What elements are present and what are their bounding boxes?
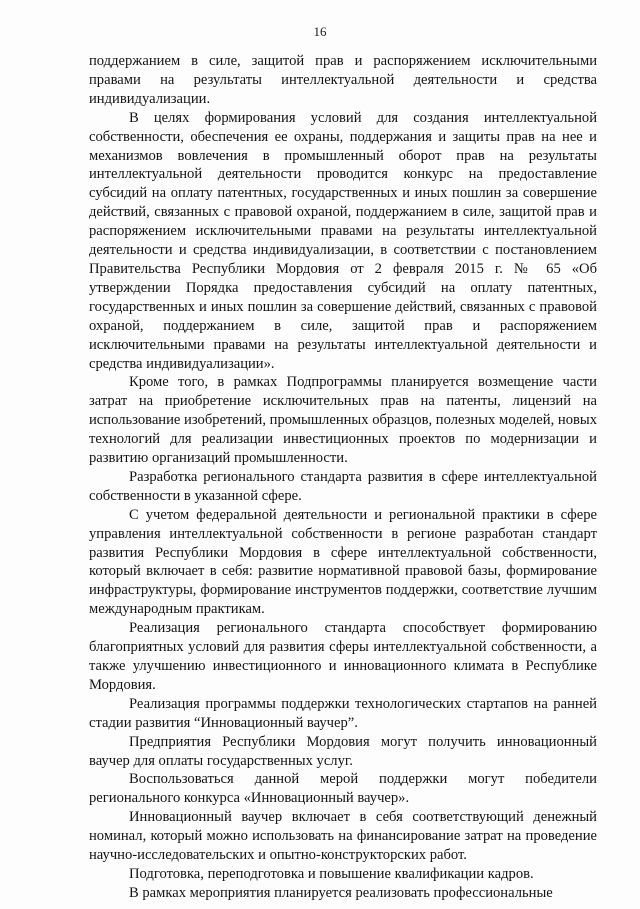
paragraph: Разработка регионального стандарта развития в сфере интеллектуальной собственности в указанной сфере. (89, 468, 597, 504)
document-body (89, 52, 597, 903)
page-number: 16 (313, 24, 327, 39)
paragraph: С учетом федеральной деятельности и региональной практики в сфере управления интеллектуальной собственности в регионе разработан стандарт развития Республики Мордовия в сфере интеллектуальной собственности, который включает в себя: развитие нормативной правовой базы, формирование инфраструктуры, формирование инструментов поддержки, соответствие лучшим международным практикам. (89, 506, 597, 618)
paragraph: Предприятия Республики Мордовия могут получить инновационный ваучер для оплаты государственных услуг. (89, 733, 597, 769)
paragraph: В целях формирования условий для создания интеллектуальной собственности, обеспечения ее охраны, поддержания и защиты прав на нее и механизмов вовлечения в промышленный оборот прав на результаты интеллектуальной деятельности проводится конкурс на предоставление субсидий на оплату патентных, государственных и иных пошлин за совершение действий, связанных с правовой охраной, поддержанием в силе, защитой прав и распоряжением исключительными правами на результаты интеллектуальной деятельности и средства индивидуализации, в соответствии с постановлением Правительства Республики Мордовия от 2 февраля 2015 г. № 65 «Об утверждении Порядка предоставления субсидий на оплату патентных, государственных и иных пошлин за совершение действий, связанных с правовой охраной, поддержанием в силе, защитой прав и распоряжением исключительными правами на результаты интеллектуальной деятельности и средства индивидуализации». (89, 109, 597, 372)
paragraph: Инновационный ваучер включает в себя соответствующий денежный номинал, который можно использовать на финансирование затрат на проведение научно-исследовательских и опытно-конструкторских работ. (89, 809, 597, 864)
paragraph: В рамках мероприятия планируется реализовать профессиональные (129, 884, 553, 901)
paragraph: поддержанием в силе, защитой прав и распоряжением исключительными правами на результаты интеллектуальной деятельности и средства индивидуализации. (89, 53, 597, 107)
paragraph: Кроме того, в рамках Подпрограммы планируется возмещение части затрат на приобретение исключительных прав на патенты, лицензий на использование изобретений, промышленных образцов, полезных моделей, новых технологий для реализации инвестиционных проектов по модернизации и развитию организаций промышленности. (89, 374, 597, 467)
paragraph: Реализация программы поддержки технологических стартапов на ранней стадии развития “Инновационный ваучер”. (89, 695, 597, 731)
paragraph: Подготовка, переподготовка и повышение квалификации кадров. (129, 865, 534, 882)
paragraph: Воспользоваться данной мерой поддержки могут победители регионального конкурса «Инновационный ваучер». (89, 771, 597, 807)
paragraph: Реализация регионального стандарта способствует формированию благоприятных условий для развития сферы интеллектуальной собственности, а также улучшению инвестиционного и инновационного климата в Республике Мордовия. (89, 620, 597, 693)
